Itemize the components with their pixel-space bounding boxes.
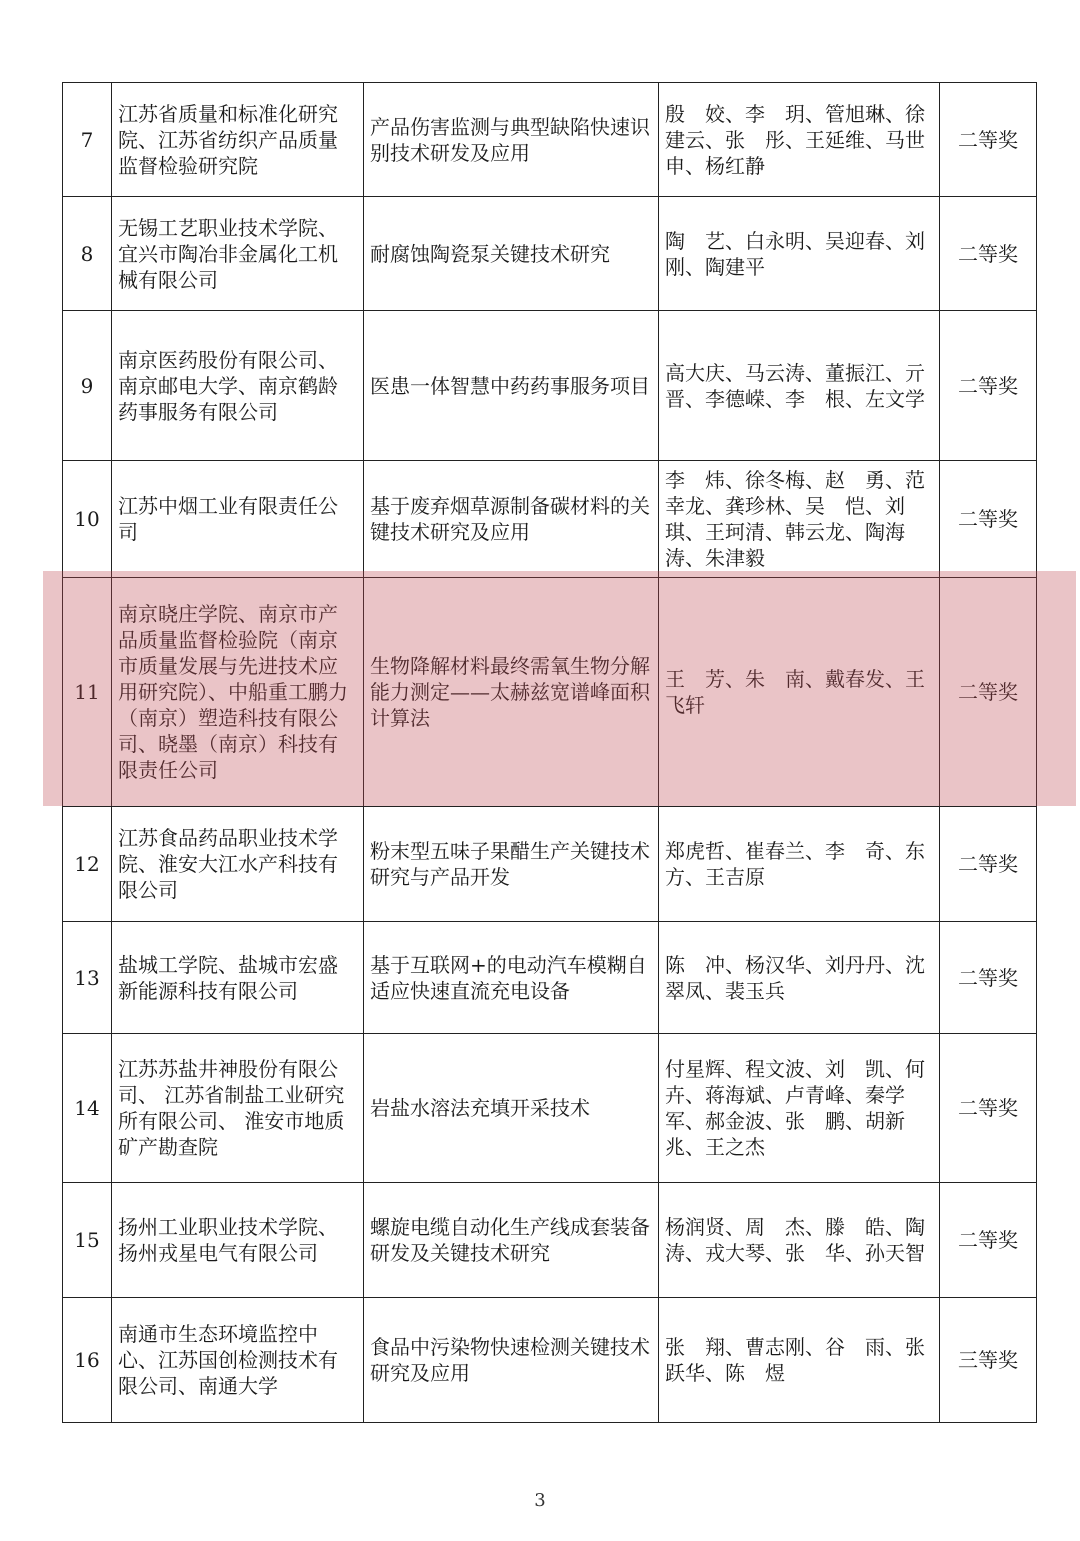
table-row bbox=[63, 1298, 1037, 1423]
people-cell: 付星辉、程文波、刘 凯、何 卉、蒋海斌、卢青峰、秦学军、郝金波、张 鹏、胡新兆、王之杰 bbox=[659, 1034, 940, 1183]
table-row bbox=[63, 83, 1037, 197]
table-row bbox=[63, 807, 1037, 922]
people-cell: 郑虎哲、崔春兰、李 奇、东 方、王吉原 bbox=[659, 807, 940, 922]
unit-cell: 南京晓庄学院、南京市产品质量监督检验院（南京市质量发展与先进技术应用研究院）、中船重工鹏力（南京）塑造科技有限公司、晓墨（南京）科技有限责任公司 bbox=[112, 578, 364, 807]
row-number: 16 bbox=[63, 1298, 112, 1423]
project-cell: 产品伤害监测与典型缺陷快速识别技术研发及应用 bbox=[364, 83, 659, 197]
row-number: 12 bbox=[63, 807, 112, 922]
people-cell: 杨润贤、周 杰、滕 皓、陶 涛、戎大琴、张 华、孙天智 bbox=[659, 1183, 940, 1298]
award-cell: 二等奖 bbox=[940, 83, 1037, 197]
people-cell: 陈 冲、杨汉华、刘丹丹、沈翠凤、裴玉兵 bbox=[659, 922, 940, 1034]
unit-cell: 扬州工业职业技术学院、扬州戎星电气有限公司 bbox=[112, 1183, 364, 1298]
unit-cell: 南京医药股份有限公司、南京邮电大学、南京鹤龄药事服务有限公司 bbox=[112, 311, 364, 461]
award-cell: 二等奖 bbox=[940, 197, 1037, 311]
row-number: 9 bbox=[63, 311, 112, 461]
award-cell: 二等奖 bbox=[940, 311, 1037, 461]
people-cell: 高大庆、马云涛、董振江、亓 晋、李德嵘、李 根、左文学 bbox=[659, 311, 940, 461]
table-row bbox=[63, 1034, 1037, 1183]
project-cell: 耐腐蚀陶瓷泵关键技术研究 bbox=[364, 197, 659, 311]
row-number: 7 bbox=[63, 83, 112, 197]
table-row bbox=[63, 461, 1037, 578]
people-cell: 李 炜、徐冬梅、赵 勇、范幸龙、龚珍林、吴 恺、刘 琪、王珂清、韩云龙、陶海涛、朱津毅 bbox=[659, 461, 940, 578]
table-row bbox=[63, 311, 1037, 461]
project-cell: 粉末型五味子果醋生产关键技术研究与产品开发 bbox=[364, 807, 659, 922]
table-row bbox=[63, 197, 1037, 311]
project-cell: 基于废弃烟草源制备碳材料的关键技术研究及应用 bbox=[364, 461, 659, 578]
project-cell: 生物降解材料最终需氧生物分解能力测定——太赫兹宽谱峰面积计算法 bbox=[364, 578, 659, 807]
project-cell: 食品中污染物快速检测关键技术研究及应用 bbox=[364, 1298, 659, 1423]
award-cell: 二等奖 bbox=[940, 461, 1037, 578]
project-cell: 基于互联网+的电动汽车模糊自适应快速直流充电设备 bbox=[364, 922, 659, 1034]
project-cell: 岩盐水溶法充填开采技术 bbox=[364, 1034, 659, 1183]
row-number: 8 bbox=[63, 197, 112, 311]
people-cell: 陶 艺、白永明、吴迎春、刘 刚、陶建平 bbox=[659, 197, 940, 311]
row-number: 10 bbox=[63, 461, 112, 578]
table-row bbox=[63, 578, 1037, 807]
unit-cell: 江苏省质量和标准化研究院、江苏省纺织产品质量监督检验研究院 bbox=[112, 83, 364, 197]
award-cell: 二等奖 bbox=[940, 1183, 1037, 1298]
award-cell: 三等奖 bbox=[940, 1298, 1037, 1423]
unit-cell: 江苏中烟工业有限责任公司 bbox=[112, 461, 364, 578]
unit-cell: 盐城工学院、盐城市宏盛新能源科技有限公司 bbox=[112, 922, 364, 1034]
unit-cell: 江苏食品药品职业技术学院、淮安大江水产科技有限公司 bbox=[112, 807, 364, 922]
row-number: 14 bbox=[63, 1034, 112, 1183]
people-cell: 殷 姣、李 玥、管旭琳、徐建云、张 彤、王延维、马世申、杨红静 bbox=[659, 83, 940, 197]
table-row bbox=[63, 922, 1037, 1034]
row-number: 11 bbox=[63, 578, 112, 807]
award-cell: 二等奖 bbox=[940, 578, 1037, 807]
project-cell: 医患一体智慧中药药事服务项目 bbox=[364, 311, 659, 461]
people-cell: 王 芳、朱 南、戴春发、王飞轩 bbox=[659, 578, 940, 807]
unit-cell: 江苏苏盐井神股份有限公司、 江苏省制盐工业研究所有限公司、 淮安市地质矿产勘查院 bbox=[112, 1034, 364, 1183]
award-table bbox=[62, 82, 1037, 1423]
row-number: 13 bbox=[63, 922, 112, 1034]
row-number: 15 bbox=[63, 1183, 112, 1298]
award-cell: 二等奖 bbox=[940, 807, 1037, 922]
unit-cell: 无锡工艺职业技术学院、宜兴市陶冶非金属化工机械有限公司 bbox=[112, 197, 364, 311]
unit-cell: 南通市生态环境监控中心、江苏国创检测技术有限公司、南通大学 bbox=[112, 1298, 364, 1423]
award-cell: 二等奖 bbox=[940, 922, 1037, 1034]
award-cell: 二等奖 bbox=[940, 1034, 1037, 1183]
project-cell: 螺旋电缆自动化生产线成套装备研发及关键技术研究 bbox=[364, 1183, 659, 1298]
people-cell: 张 翔、曹志刚、谷 雨、张跃华、陈 煜 bbox=[659, 1298, 940, 1423]
table-row bbox=[63, 1183, 1037, 1298]
page-number: 3 bbox=[534, 1490, 546, 1511]
